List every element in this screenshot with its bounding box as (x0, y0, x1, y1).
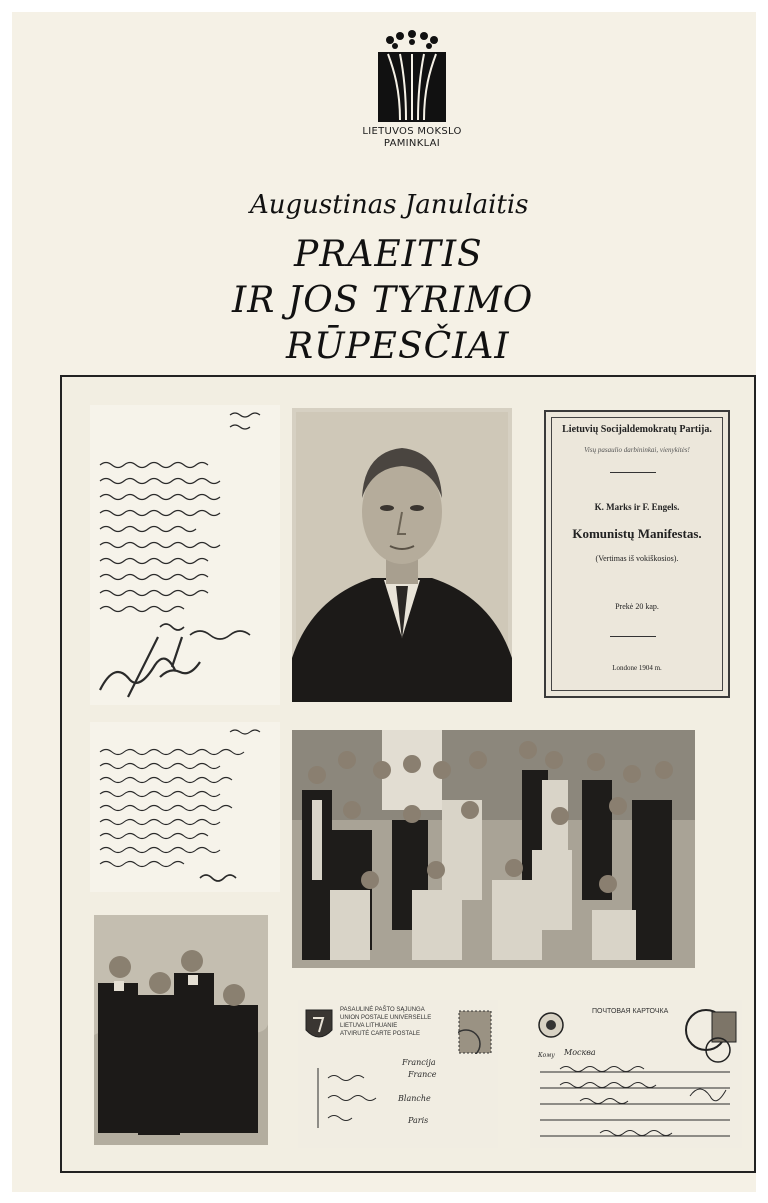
group-photo-illustration (292, 730, 695, 968)
card-address-lines-image (540, 1062, 736, 1142)
portrait-photo (292, 408, 512, 702)
publisher-logo-icon (378, 30, 446, 122)
postcard-header-3: LIETUVA LITHUANIE (340, 1023, 398, 1029)
manifesto-subtitle: (Vertimas iš vokiškosios). (595, 554, 679, 563)
group-photo (292, 730, 695, 968)
title-line-2: IR JOS TYRIMO (232, 280, 534, 321)
address-line-2: France (408, 1070, 437, 1079)
address-line-1: Francija (402, 1058, 436, 1067)
title-line-1: PRAEITIS (294, 234, 483, 275)
portrait-illustration (292, 408, 512, 702)
postcard-header-ru: ПОЧТОВАЯ КАРТОЧКА (592, 1008, 669, 1015)
series-line-1: LIETUVOS MOKSLO (362, 126, 462, 137)
card-handwriting-image (308, 1058, 388, 1138)
title-line-3: RŪPESČIAI (286, 326, 510, 367)
address-label: Кому (538, 1052, 555, 1059)
postmark-stamp-icon (684, 1004, 738, 1064)
manifesto-authors: K. Marks ir F. Engels. (594, 502, 680, 512)
postcard-russia (530, 1000, 742, 1148)
manifesto-title: Komunistų Manifestas. (572, 526, 702, 541)
manifesto-rule (610, 472, 656, 473)
address-line-3: Blanche (398, 1094, 431, 1103)
manifesto-place: Londone 1904 m. (612, 664, 662, 672)
book-title (232, 232, 632, 370)
postcard-header-2: UNION POSTALE UNIVERSELLE (340, 1015, 432, 1021)
family-photo-illustration (94, 915, 268, 1145)
coat-of-arms-icon (304, 1008, 334, 1044)
manifesto-party: Lietuvių Socijaldemokratų Partija. (562, 424, 712, 435)
postage-stamp-icon (458, 1010, 492, 1054)
family-photo (94, 915, 268, 1145)
manifesto-title-page (544, 410, 730, 698)
manuscript-letter-image (90, 405, 280, 705)
manifesto-price: Prekė 20 kap. (615, 602, 659, 611)
manifesto-slogan: Visų pasaulio darbininkai, vienykitės! (584, 446, 690, 454)
postcard-header-4: ATVIRUTĖ CARTE POSTALE (340, 1031, 421, 1037)
postcard-header-1: PASAULINĖ PAŠTO SĄJUNGA (340, 1007, 425, 1013)
manuscript-note-image (90, 722, 280, 892)
series-line-2: PAMINKLAI (383, 138, 441, 149)
address-city: Москва (564, 1048, 596, 1057)
ussr-emblem-icon (536, 1010, 566, 1040)
postcard-lithuania (298, 1000, 498, 1148)
address-line-4: Paris (408, 1116, 429, 1125)
manifesto-rule (610, 636, 656, 637)
series-name (330, 126, 494, 150)
author-name: Augustinas Janulaitis (250, 190, 529, 220)
